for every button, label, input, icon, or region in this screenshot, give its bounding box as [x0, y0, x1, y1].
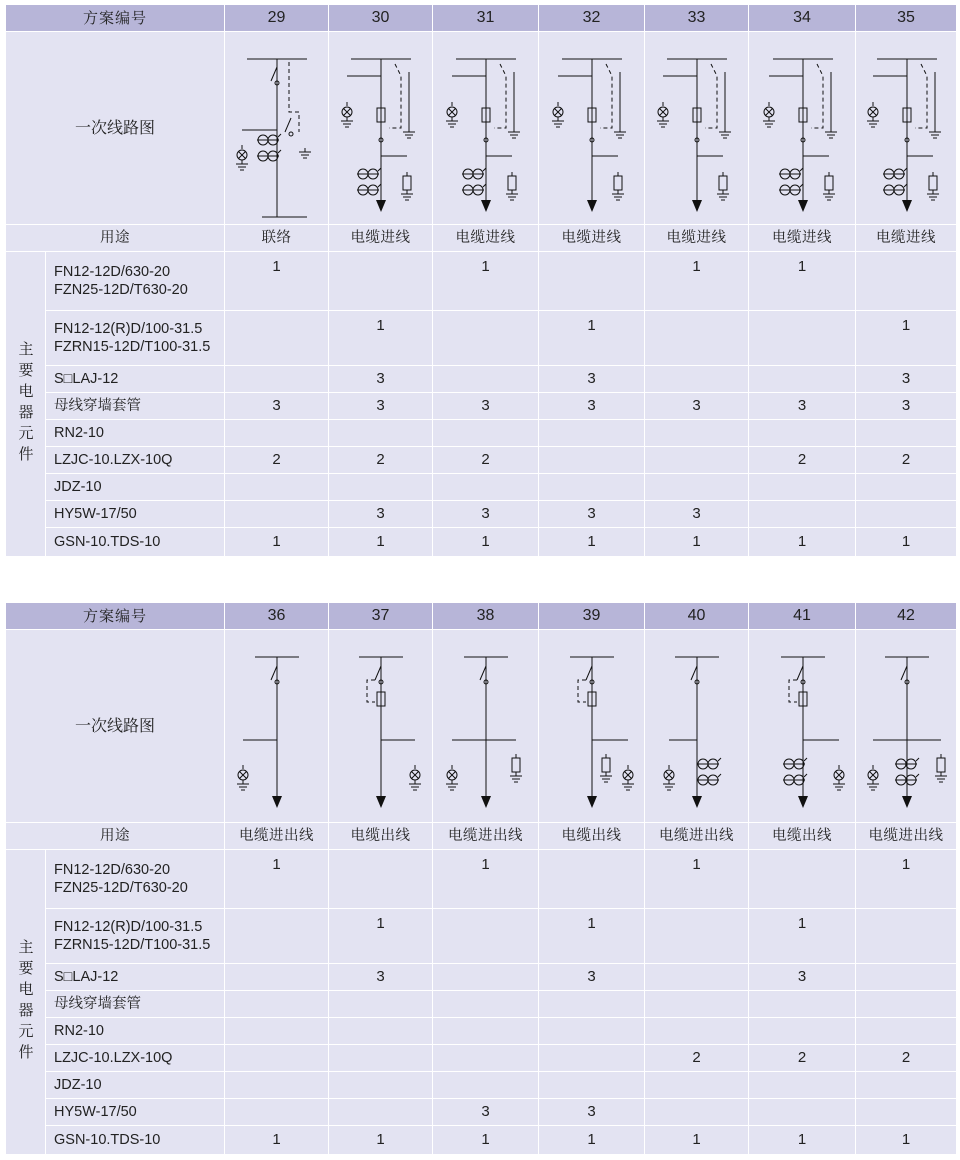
- scheme-number: 40: [645, 603, 749, 630]
- component-quantity: [433, 964, 539, 991]
- component-quantity: [856, 1018, 957, 1045]
- component-name: HY5W-17/50: [46, 1099, 225, 1126]
- component-quantity: 1: [856, 311, 957, 366]
- component-quantity: [433, 1018, 539, 1045]
- component-quantity: 2: [329, 447, 433, 474]
- circuit-diagram: [225, 32, 329, 225]
- component-quantity: [433, 420, 539, 447]
- circuit-diagram-svg: [329, 630, 433, 823]
- circuit-diagram: [856, 630, 957, 823]
- component-quantity: 1: [225, 850, 329, 909]
- usage-value: 电缆进线: [749, 225, 856, 252]
- component-quantity: 3: [329, 366, 433, 393]
- component-quantity: [225, 1072, 329, 1099]
- component-quantity: [225, 501, 329, 528]
- component-name: FN12-12D/630-20 FZN25-12D/T630-20: [46, 850, 225, 909]
- component-quantity: 1: [749, 252, 856, 311]
- circuit-diagram: [225, 630, 329, 823]
- component-quantity: [225, 1018, 329, 1045]
- component-quantity: 1: [433, 1126, 539, 1155]
- component-quantity: 1: [329, 528, 433, 557]
- circuit-diagram: [433, 32, 539, 225]
- component-quantity: 3: [645, 393, 749, 420]
- component-quantity: [329, 1018, 433, 1045]
- scheme-number: 36: [225, 603, 329, 630]
- component-quantity: 1: [856, 528, 957, 557]
- component-quantity: [433, 1072, 539, 1099]
- component-quantity: 1: [645, 528, 749, 557]
- component-quantity: [749, 850, 856, 909]
- component-name: GSN-10.TDS-10: [46, 1126, 225, 1155]
- component-quantity: 3: [329, 964, 433, 991]
- component-quantity: 3: [433, 1099, 539, 1126]
- scheme-number: 41: [749, 603, 856, 630]
- component-quantity: 1: [225, 528, 329, 557]
- scheme-table-1: [6, 5, 957, 557]
- component-quantity: [539, 252, 645, 311]
- component-quantity: 3: [645, 501, 749, 528]
- component-quantity: 2: [749, 1045, 856, 1072]
- component-quantity: [539, 1045, 645, 1072]
- scheme-number: 29: [225, 5, 329, 32]
- component-quantity: 3: [539, 964, 645, 991]
- usage-value: 电缆出线: [539, 823, 645, 850]
- usage-value: 电缆进出线: [225, 823, 329, 850]
- component-quantity: [749, 1099, 856, 1126]
- component-quantity: 2: [225, 447, 329, 474]
- component-quantity: 1: [539, 528, 645, 557]
- circuit-diagram-svg: [856, 630, 957, 823]
- component-quantity: [856, 1072, 957, 1099]
- component-name: S□LAJ-12: [46, 964, 225, 991]
- component-quantity: [645, 1072, 749, 1099]
- scheme-number: 37: [329, 603, 433, 630]
- component-quantity: 1: [645, 850, 749, 909]
- component-name: S□LAJ-12: [46, 366, 225, 393]
- component-group-label: 主要电器元件: [6, 252, 46, 557]
- usage-value: 电缆进线: [856, 225, 957, 252]
- component-quantity: [749, 1072, 856, 1099]
- component-quantity: 1: [856, 1126, 957, 1155]
- component-quantity: 2: [856, 447, 957, 474]
- component-quantity: [225, 1099, 329, 1126]
- component-quantity: [225, 420, 329, 447]
- component-quantity: [539, 850, 645, 909]
- component-quantity: 1: [856, 850, 957, 909]
- component-quantity: 1: [749, 1126, 856, 1155]
- circuit-diagram-svg: [645, 630, 749, 823]
- component-quantity: [856, 964, 957, 991]
- component-quantity: 3: [539, 366, 645, 393]
- component-quantity: 3: [329, 501, 433, 528]
- scheme-number: 30: [329, 5, 433, 32]
- component-name: JDZ-10: [46, 474, 225, 501]
- scheme-number: 31: [433, 5, 539, 32]
- component-quantity: [225, 1045, 329, 1072]
- component-quantity: 3: [749, 964, 856, 991]
- component-quantity: [225, 909, 329, 964]
- scheme-number: 34: [749, 5, 856, 32]
- component-quantity: 3: [433, 393, 539, 420]
- scheme-number: 35: [856, 5, 957, 32]
- component-name: LZJC-10.LZX-10Q: [46, 447, 225, 474]
- component-quantity: [329, 252, 433, 311]
- circuit-diagram-svg: [225, 32, 329, 225]
- component-quantity: 3: [225, 393, 329, 420]
- circuit-diagram: [856, 32, 957, 225]
- circuit-diagram: [329, 32, 433, 225]
- component-quantity: 3: [539, 501, 645, 528]
- circuit-diagram-svg: [645, 32, 749, 225]
- usage-value: 电缆进线: [433, 225, 539, 252]
- component-quantity: [749, 311, 856, 366]
- component-quantity: [539, 474, 645, 501]
- circuit-diagram-svg: [329, 32, 433, 225]
- component-quantity: [749, 474, 856, 501]
- component-quantity: [645, 474, 749, 501]
- component-quantity: [433, 1045, 539, 1072]
- usage-value: 电缆进线: [329, 225, 433, 252]
- diagram-label: 一次线路图: [6, 32, 225, 225]
- component-quantity: [225, 964, 329, 991]
- circuit-diagram: [329, 630, 433, 823]
- component-quantity: [645, 311, 749, 366]
- component-quantity: 3: [856, 393, 957, 420]
- component-quantity: [539, 1072, 645, 1099]
- usage-value: 电缆进线: [645, 225, 749, 252]
- circuit-diagram-svg: [539, 32, 645, 225]
- component-quantity: [645, 991, 749, 1018]
- circuit-diagram: [539, 630, 645, 823]
- component-quantity: [539, 991, 645, 1018]
- component-name: FN12-12(R)D/100-31.5 FZRN15-12D/T100-31.5: [46, 311, 225, 366]
- component-quantity: 1: [749, 909, 856, 964]
- component-quantity: [749, 366, 856, 393]
- component-quantity: 2: [749, 447, 856, 474]
- component-quantity: [856, 1099, 957, 1126]
- component-name: FN12-12D/630-20 FZN25-12D/T630-20: [46, 252, 225, 311]
- circuit-diagram-svg: [433, 630, 539, 823]
- component-quantity: [856, 501, 957, 528]
- component-quantity: [225, 474, 329, 501]
- component-quantity: 3: [539, 1099, 645, 1126]
- scheme-table-2: [6, 603, 957, 1155]
- circuit-diagram-svg: [749, 630, 856, 823]
- scheme-number-label: 方案编号: [6, 5, 225, 32]
- component-quantity: 3: [539, 393, 645, 420]
- component-quantity: [749, 1018, 856, 1045]
- component-quantity: [749, 420, 856, 447]
- circuit-diagram-svg: [749, 32, 856, 225]
- component-quantity: [329, 420, 433, 447]
- component-quantity: [645, 366, 749, 393]
- component-name: 母线穿墙套管: [46, 991, 225, 1018]
- component-quantity: [225, 311, 329, 366]
- circuit-diagram: [749, 630, 856, 823]
- component-quantity: 1: [433, 252, 539, 311]
- component-group-label: 主要电器元件: [6, 850, 46, 1155]
- circuit-diagram: [749, 32, 856, 225]
- component-quantity: [856, 474, 957, 501]
- component-quantity: [645, 964, 749, 991]
- component-quantity: 1: [225, 1126, 329, 1155]
- component-quantity: [645, 447, 749, 474]
- component-quantity: 1: [539, 909, 645, 964]
- component-quantity: [539, 420, 645, 447]
- component-quantity: [539, 1018, 645, 1045]
- scheme-number-label: 方案编号: [6, 603, 225, 630]
- component-quantity: [749, 501, 856, 528]
- component-quantity: [329, 1045, 433, 1072]
- component-quantity: 3: [749, 393, 856, 420]
- scheme-number: 38: [433, 603, 539, 630]
- component-quantity: 1: [225, 252, 329, 311]
- component-quantity: [645, 909, 749, 964]
- component-quantity: [329, 1072, 433, 1099]
- component-quantity: [433, 909, 539, 964]
- component-quantity: [645, 1099, 749, 1126]
- component-name: FN12-12(R)D/100-31.5 FZRN15-12D/T100-31.5: [46, 909, 225, 964]
- component-quantity: 1: [645, 1126, 749, 1155]
- component-quantity: 2: [856, 1045, 957, 1072]
- component-name: RN2-10: [46, 420, 225, 447]
- component-quantity: [749, 991, 856, 1018]
- component-quantity: [856, 909, 957, 964]
- component-name: HY5W-17/50: [46, 501, 225, 528]
- component-quantity: [329, 474, 433, 501]
- scheme-number: 42: [856, 603, 957, 630]
- scheme-number: 33: [645, 5, 749, 32]
- usage-value: 电缆出线: [329, 823, 433, 850]
- component-quantity: [645, 420, 749, 447]
- component-name: RN2-10: [46, 1018, 225, 1045]
- component-quantity: 1: [329, 1126, 433, 1155]
- component-quantity: 1: [329, 909, 433, 964]
- component-quantity: 3: [856, 366, 957, 393]
- circuit-diagram: [433, 630, 539, 823]
- component-quantity: 2: [645, 1045, 749, 1072]
- component-name: GSN-10.TDS-10: [46, 528, 225, 557]
- usage-label: 用途: [6, 225, 225, 252]
- circuit-diagram: [645, 32, 749, 225]
- component-name: 母线穿墙套管: [46, 393, 225, 420]
- circuit-diagram-svg: [856, 32, 957, 225]
- component-quantity: [329, 850, 433, 909]
- component-quantity: [225, 991, 329, 1018]
- usage-value: 电缆出线: [749, 823, 856, 850]
- usage-value: 电缆进出线: [433, 823, 539, 850]
- component-quantity: [433, 366, 539, 393]
- usage-value: 电缆进出线: [856, 823, 957, 850]
- usage-label: 用途: [6, 823, 225, 850]
- component-quantity: 1: [749, 528, 856, 557]
- usage-value: 电缆进线: [539, 225, 645, 252]
- component-name: LZJC-10.LZX-10Q: [46, 1045, 225, 1072]
- component-quantity: 1: [433, 850, 539, 909]
- component-quantity: [856, 420, 957, 447]
- component-quantity: 1: [433, 528, 539, 557]
- component-quantity: 1: [539, 311, 645, 366]
- usage-value: 电缆进出线: [645, 823, 749, 850]
- circuit-diagram-svg: [433, 32, 539, 225]
- component-quantity: 1: [645, 252, 749, 311]
- component-quantity: 3: [329, 393, 433, 420]
- component-quantity: [645, 1018, 749, 1045]
- component-quantity: [433, 991, 539, 1018]
- component-quantity: 1: [539, 1126, 645, 1155]
- circuit-diagram-svg: [539, 630, 645, 823]
- component-quantity: 2: [433, 447, 539, 474]
- component-quantity: [329, 1099, 433, 1126]
- component-quantity: 1: [329, 311, 433, 366]
- circuit-diagram-svg: [225, 630, 329, 823]
- circuit-diagram: [645, 630, 749, 823]
- usage-value: 联络: [225, 225, 329, 252]
- component-quantity: [856, 252, 957, 311]
- component-quantity: 3: [433, 501, 539, 528]
- component-quantity: [329, 991, 433, 1018]
- component-quantity: [225, 366, 329, 393]
- diagram-label: 一次线路图: [6, 630, 225, 823]
- scheme-number: 32: [539, 5, 645, 32]
- circuit-diagram: [539, 32, 645, 225]
- component-quantity: [856, 991, 957, 1018]
- component-quantity: [539, 447, 645, 474]
- scheme-number: 39: [539, 603, 645, 630]
- component-quantity: [433, 474, 539, 501]
- component-quantity: [433, 311, 539, 366]
- component-name: JDZ-10: [46, 1072, 225, 1099]
